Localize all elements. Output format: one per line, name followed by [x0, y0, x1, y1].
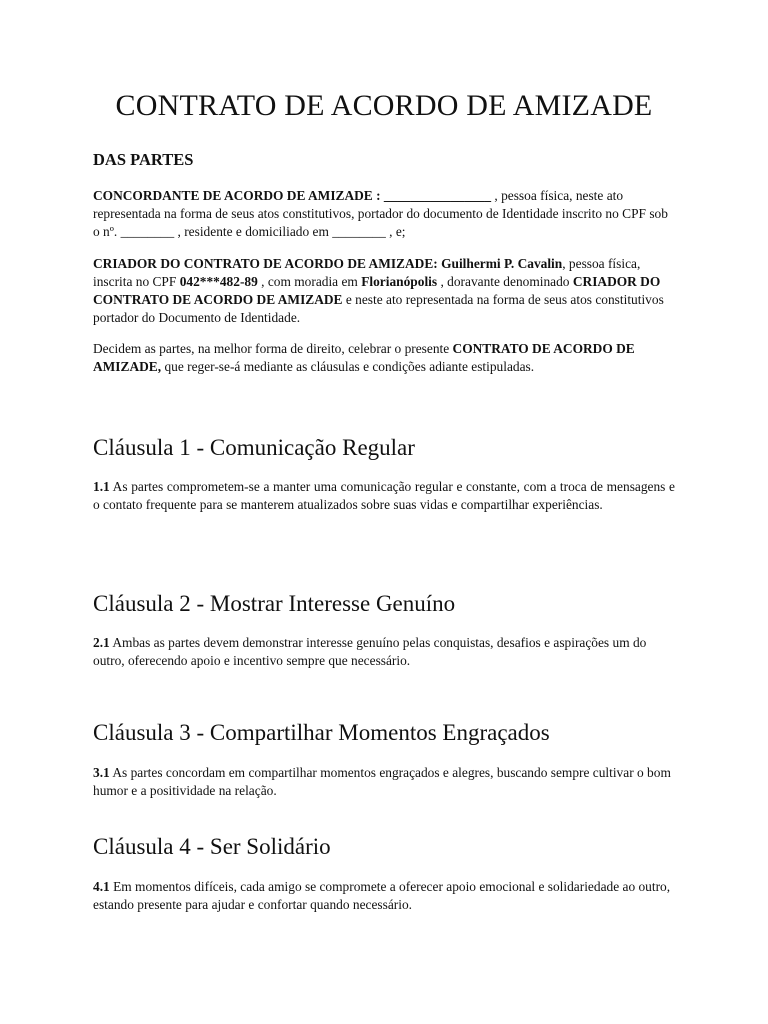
paragraph-decidem: [93, 340, 675, 376]
clause-2-number: 2.1: [93, 635, 110, 650]
clause-3-paragraph: [93, 764, 675, 800]
concordante-text-2: , residente e domiciliado em: [177, 224, 329, 239]
concordante-name-blank: ________________: [383, 188, 492, 203]
clause-1-number: 1.1: [93, 479, 110, 494]
document-title: CONTRATO DE ACORDO DE AMIZADE: [115, 89, 653, 122]
clause-3-title: Cláusula 3 - Compartilhar Momentos Engraçados: [93, 720, 550, 745]
concordante-text-3: , e;: [389, 224, 406, 239]
concordante-address-blank: ________: [332, 224, 386, 239]
criador-text-3: , doravante denominado: [440, 274, 570, 289]
clause-2-text: Ambas as partes devem demonstrar interesse genuíno pelas conquistas, desafios e aspirações um do outro, oferecendo apoio e incentivo sempre que necessário.: [93, 635, 647, 668]
paragraph-criador: [93, 255, 675, 327]
criador-city: Florianópolis: [361, 274, 438, 289]
clause-4-text: Em momentos difíceis, cada amigo se compromete a oferecer apoio emocional e solidariedade ao outro, estando presente para ajudar e confortar quando necessário.: [93, 879, 671, 912]
paragraph-concordante: [93, 187, 675, 241]
clause-4-paragraph: [93, 878, 675, 914]
clause-4-number: 4.1: [93, 879, 110, 894]
criador-label: CRIADOR DO CONTRATO DE ACORDO DE AMIZADE:: [93, 256, 438, 271]
criador-denomination: CRIADOR DO CONTRATO DE ACORDO DE AMIZADE: [93, 274, 661, 307]
criador-text-4: e neste ato representada na forma de seus atos constitutivos portador do Documento de Identidade.: [93, 292, 664, 325]
concordante-text-1: , pessoa física, neste ato representada na forma de seus atos constitutivos, portador do documento de Identidade inscrito no CPF sob o nº.: [93, 188, 668, 239]
clause-4-title: Cláusula 4 - Ser Solidário: [93, 834, 331, 859]
clause-2-title: Cláusula 2 - Mostrar Interesse Genuíno: [93, 591, 456, 616]
criador-name: Guilhermi P. Cavalin: [441, 256, 563, 271]
concordante-label: CONCORDANTE DE ACORDO DE AMIZADE :: [93, 188, 381, 203]
clause-3-number: 3.1: [93, 765, 110, 780]
decidem-text-2: que reger-se-á mediante as cláusulas e condições adiante estipuladas.: [164, 359, 535, 374]
concordante-cpf-blank: ________: [120, 224, 175, 239]
clause-2-paragraph: [93, 634, 675, 670]
decidem-contract-name: CONTRATO DE ACORDO DE AMIZADE,: [93, 341, 635, 374]
clause-1-text: As partes comprometem-se a manter uma comunicação regular e constante, com a troca de mensagens e o contato frequente para se manterem atualizados sobre suas vidas e compartilhar experiências.: [93, 479, 675, 512]
clause-1-title: Cláusula 1 - Comunicação Regular: [93, 435, 415, 460]
criador-text-1: , pessoa física, inscrita no CPF: [93, 256, 641, 289]
section-heading-das-partes: DAS PARTES: [93, 150, 194, 169]
criador-cpf: 042***482-89: [179, 274, 258, 289]
clause-3-text: As partes concordam em compartilhar momentos engraçados e alegres, buscando sempre cultivar o bom humor e a positividade na relação.: [93, 765, 671, 798]
decidem-text-1: Decidem as partes, na melhor forma de direito, celebrar o presente: [93, 341, 450, 356]
clause-1-paragraph: [93, 478, 675, 514]
criador-text-2: , com moradia em: [261, 274, 358, 289]
